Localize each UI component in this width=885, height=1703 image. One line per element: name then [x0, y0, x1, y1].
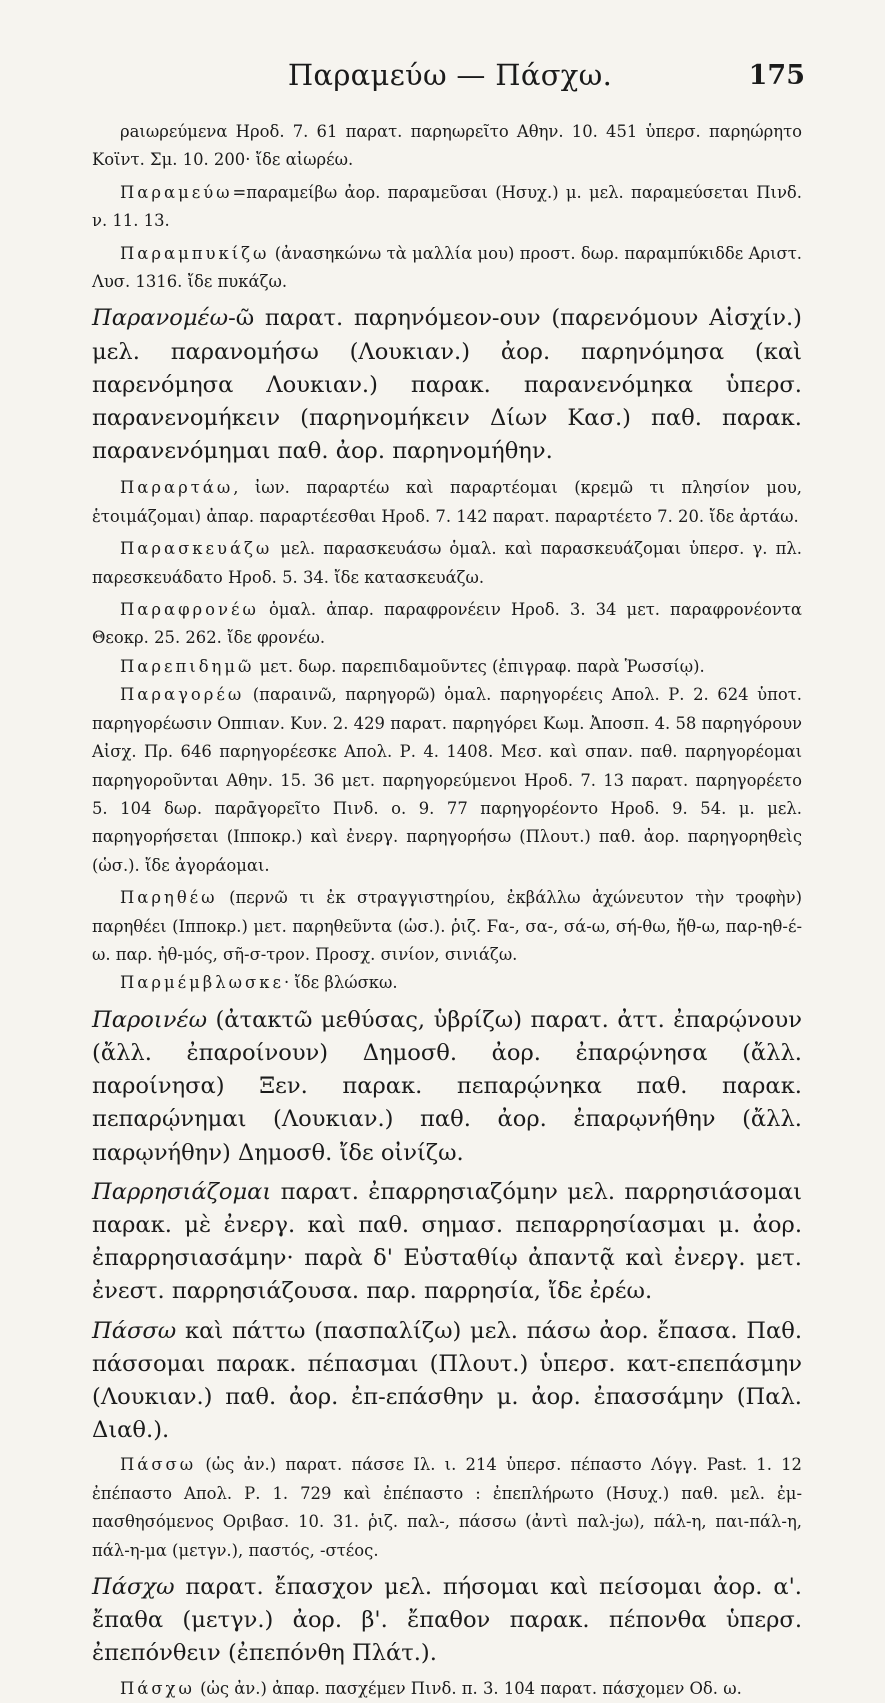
entry-headword: Παραμεύω: [120, 182, 233, 202]
entry-parmemvloske: [92, 969, 802, 997]
entry-headword: Παρηθέω: [120, 888, 218, 908]
entry-text: (παραινῶ, παρηγορῶ) ὁμαλ. παρηγορέεις Απολ. Ρ. 2. 624 ὑποτ. παρηγορέωσιν Οππιαν. Κυν. 2. 429 παρατ. παρηγόρει Κωμ. Ἀποσπ. 4. 58 παρηγόρουν Αἰσχ. Πρ. 646 παρηγορέεσκε Απολ. Ρ. 4. 1408. Μεσ. καὶ σπαν. παθ. παρηγορέομαι παρηγοροῦνται Αθην. 15. 36 μετ. παρηγορεύμενοι Ηροδ. 7. 13 παρατ. παρηγορέετο 5. 104 δωρ. παρᾱγορεῖτο Πινδ. ο. 9. 77 παρηγορέοντο Ηροδ. 9. 54. μ. μελ. παρηγορήσεται (Ιπποκρ.) καὶ ἐνεργ. παρηγορήσω (Πλουτ.) παθ. ἀορ. παρηγορηθεὶς (ὡσ.). ἴδε ἀγοράομαι.: [92, 685, 802, 875]
entry-parartao: [92, 474, 802, 531]
entry-paretheo: [92, 884, 802, 969]
entry-paragoreo: [92, 681, 802, 880]
entry-parampykizo: [92, 240, 802, 297]
dictionary-body: [92, 118, 802, 1703]
entry-text: · ἴδε βλώσκω.: [283, 973, 398, 993]
entry-parresiazomai: [92, 1176, 802, 1309]
entry-headword: Πάσχω: [92, 1574, 175, 1601]
entry-continuation: [92, 118, 802, 175]
entry-headword: Παρανομέω: [92, 305, 229, 332]
entry-headword: Παραφρονέω: [120, 600, 259, 620]
entry-text: μελ. παρασκευάσω ὁμαλ. καὶ παρασκευάζομαι ὑπερσ. γ. πλ. παρεσκευάδατο Ηροδ. 5. 34. ἴδε κατασκευάζω.: [92, 539, 802, 587]
entry-text: παρατ. ἔπασχον μελ. πήσομαι καὶ πείσομαι ἀορ. α'. ἔπαθα (μετγν.) ἀορ. β'. ἔπαθον παρακ. πέπονθα ὑπερσ. ἐπεπόνθειν (ἐπεπόνθη Πλάτ.).: [92, 1574, 802, 1667]
entry-text: καὶ πάττω (πασπαλίζω) μελ. πάσω ἀορ. ἔπασα. Παθ. πάσσομαι παρακ. πέπασμαι (Πλουτ.) ὑπερσ. κατ-επεπάσμην (Λουκιαν.) παθ. ἀορ. ἐπ-επάσθην μ. ἀορ. ἐπασσάμην (Παλ. Διαθ.).: [92, 1317, 802, 1444]
entry-pascho: [92, 1571, 802, 1671]
entry-headword: Παρασκευάζω: [120, 539, 273, 559]
entry-paranomeo: [92, 302, 802, 468]
entry-text: , ἰων. παραρτέω καὶ παραρτέομαι (κρεμῶ τι πλησίον μου, ἑτοιμάζομαι) ἀπαρ. παραρτέεσθαι Ηροδ. 7. 142 παρατ. παραρτέετο 7. 20. ἴδε ἀρτάω.: [92, 478, 802, 526]
entry-text: ὁμαλ. ἀπαρ. παραφρονέειν Ηροδ. 3. 34 μετ. παραφρονέοντα Θεοκρ. 25. 262. ἴδε φρονέω.: [92, 600, 802, 648]
entry-text: -ῶ παρατ. παρηνόμεον-ουν (παρενόμουν Αἰσχίν.) μελ. παρανομήσω (Λουκιαν.) ἀορ. παρηνόμησα (καὶ παρενόμησα Λουκιαν.) παρακ. παρανενόμηκα ὑπερσ. παρανενομήκειν (παρηνομήκειν Δίων Κασ.) παθ. παρακ. παρανενόμημαι παθ. ἀορ. παρηνομήθην.: [92, 305, 802, 465]
entry-headword: Πάσσω: [92, 1317, 177, 1344]
entry-headword: Πάσχω: [120, 1678, 195, 1698]
entry-text: (ὡς ἀν.) παρατ. πάσσε Ιλ. ι. 214 ὑπερσ. πέπαστο Λόγγ. Past. 1. 12 ἐπέπαστο Απολ. Ρ. 1. 729 καὶ ἐπέπαστο : ἐπεπλήρωτο (Ησυχ.) παθ. μελ. ἐμ-πασθησόμενος Οριβασ. 10. 31. ῥιζ. παλ-, πάσσω (ἀντὶ παλ-jω), πάλ-η, παι-πάλ-η, πάλ-η-μα (μετγν.), παστός, -στέος.: [92, 1455, 802, 1560]
entry-text: (περνῶ τι ἐκ στραγγιστηρίου, ἐκβάλλω ἀχώνευτον τὴν τροφὴν) παρηθέει (Ιπποκρ.) μετ. παρηθεῦντα (ὡσ.). ῥιζ. Ϝα-, σα-, σά-ω, σή-θω, ἤθ-ω, παρ-ηθ-έ-ω. παρ. ἠθ-μός, σῆ-σ-τρον. Προσχ. σινίον, σινιάζω.: [92, 888, 802, 964]
entry-pascho-forms: [92, 1675, 802, 1703]
entry-headword: Παραμπυκίζω: [120, 243, 270, 263]
page-number: 175: [748, 60, 805, 91]
entry-text: (ἀνασηκώνω τὰ μαλλία μου) προστ. δωρ. παραμπύκιδδε Αριστ. Λυσ. 1316. ἴδε πυκάζω.: [92, 243, 802, 292]
entry-headword: Παροινέω: [92, 1006, 207, 1033]
entry-passo-forms: [92, 1451, 802, 1565]
entry-passo: [92, 1315, 802, 1448]
entry-text: =παραμείβω ἀορ. παραμεῦσαι (Ησυχ.) μ. μελ. παραμεύσεται Πινδ. ν. 11. 13.: [92, 182, 802, 231]
entry-headword: Πάσσω: [120, 1455, 197, 1475]
entry-paraskevazo: [92, 535, 802, 592]
entry-text: παρατ. ἐπαρρησιαζόμην μελ. παρρησιάσομαι παρακ. μὲ ἐνεργ. καὶ παθ. σημασ. πεπαρρησίασμαι μ. ἀορ. ἐπαρρησιασάμην· παρὰ δ' Εὐσταθίῳ ἀπαντᾷ καὶ ἐνεργ. μετ. ἐνεστ. παρρησιάζουσα. παρ. παρρησία, ἴδε ἐρέω.: [92, 1178, 802, 1305]
entry-headword: Παρρησιάζομαι: [92, 1178, 272, 1205]
entry-paraphroneo: [92, 596, 802, 653]
entry-text: (ἀτακτῶ μεθύσας, ὑβρίζω) παρατ. ἀττ. ἐπαρῴνουν (ἄλλ. ἐπαροίνουν) Δημοσθ. ἀορ. ἐπαρῴνησα (ἄλλ. παροίνησα) Ξεν. παρακ. πεπαρῴνηκα παθ. παρακ. πεπαρῴνημαι (Λουκιαν.) παθ. ἀορ. ἐπαρῳνήθην (ἄλλ. παρῳνήθην) Δημοσθ. ἴδε οἰνίζω.: [92, 1006, 802, 1166]
entry-text: μετ. δωρ. παρεπιδαμοῦντες (ἐπιγραφ. παρὰ Ῥωσσίῳ).: [254, 656, 705, 676]
entry-headword: Παρμέμβλωσκε: [120, 973, 284, 993]
running-title: Παραμεύω — Πάσχω.: [287, 58, 613, 92]
entry-headword: Παραγορέω: [120, 685, 245, 705]
entry-text: (ὡς ἀν.) ἀπαρ. πασχέμεν Πινδ. π. 3. 104 παρατ. πάσχομεν Οδ. ω.: [194, 1678, 742, 1698]
page-header: [95, 58, 805, 108]
entry-paramevo: [92, 179, 802, 236]
entry-parepidemo: [92, 653, 802, 681]
entry-paroineo: [92, 1004, 802, 1170]
entry-headword: Παραρτάω: [120, 478, 234, 498]
entry-headword: Παρεπιδημῶ: [120, 656, 255, 676]
entry-text: ρaιωρεύμενα Ηροδ. 7. 61 παρατ. παρηωρεῖτο Αθην. 10. 451 ὑπερσ. παρηώρητο Κοϊντ. Σμ. 10. 200· ἴδε αἰωρέω.: [92, 122, 802, 170]
